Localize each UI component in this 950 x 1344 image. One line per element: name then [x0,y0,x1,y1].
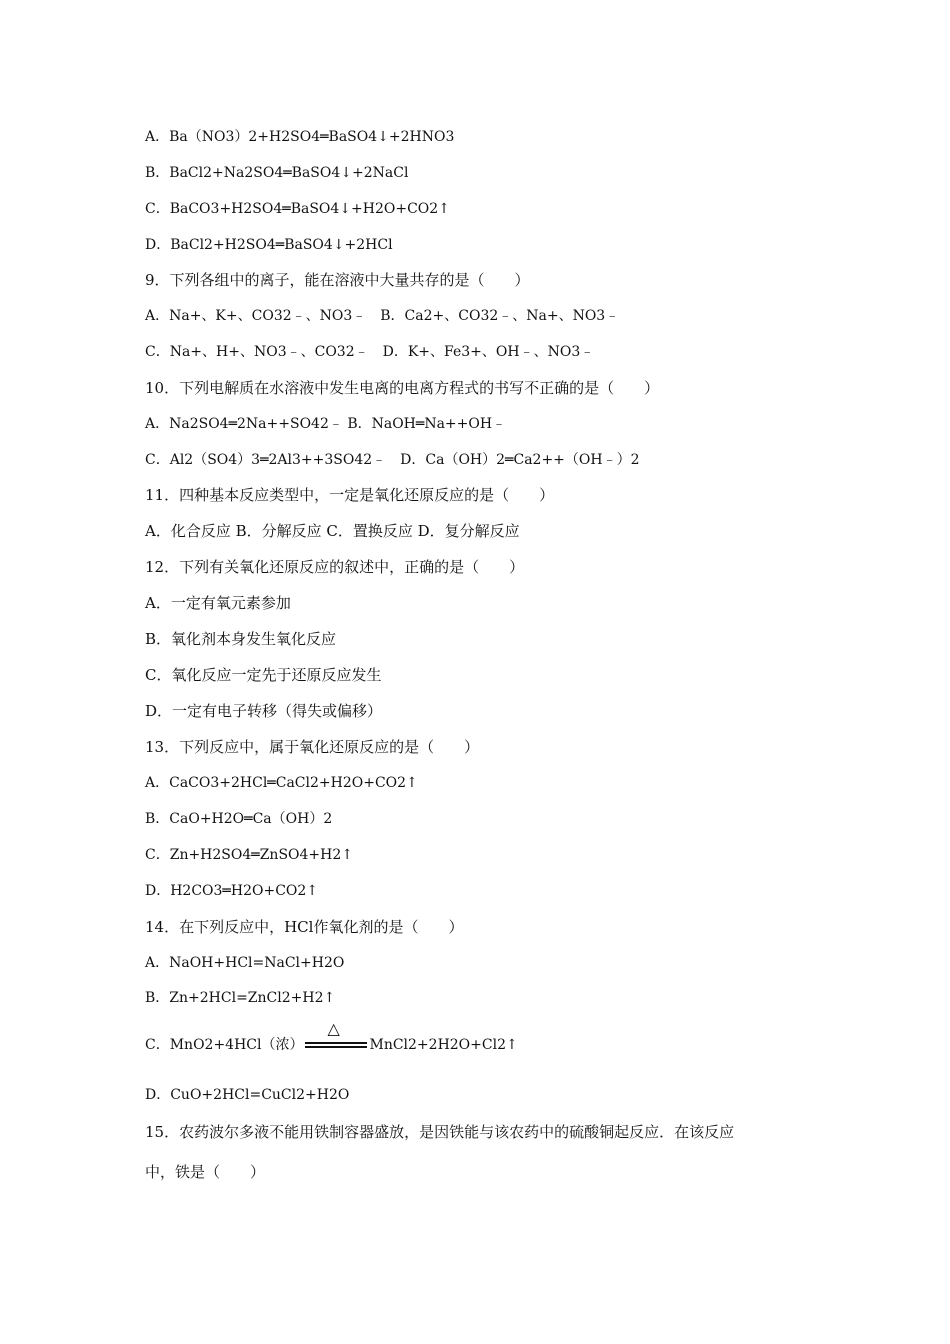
q12-option-c: C．氧化反应一定先于还原反应发生 [145,666,382,684]
q9-options-cd: C．Na+、H+、NO3﹣、CO32﹣ D．K+、Fe3+、OH﹣、NO3﹣ [145,344,595,360]
q15-stem-line1: 15．农药波尔多液不能用铁制容器盛放，是因铁能与该农药中的硫酸铜起反应．在该反应 [145,1123,735,1141]
q14-option-d: D．CuO+2HCl=CuCl2+H2O [145,1087,350,1103]
double-bar-bottom [305,1046,367,1048]
q10-options-cd: C．Al2（SO4）3═2Al3++3SO42﹣ D．Ca（OH）2═Ca2++（OH﹣）2 [145,452,640,468]
q15-stem-line2: 中，铁是（ ） [145,1163,266,1181]
q10-stem: 10．下列电解质在水溶液中发生电离的电离方程式的书写不正确的是（ ） [145,379,660,397]
q8-option-c: C．BaCO3+H2SO4═BaSO4↓+H2O+CO2↑ [145,201,450,217]
q13-stem: 13．下列反应中，属于氧化还原反应的是（ ） [145,738,480,756]
q8-option-d: D．BaCl2+H2SO4═BaSO4↓+2HCl [145,237,393,253]
q12-stem: 12．下列有关氧化还原反应的叙述中，正确的是（ ） [145,558,525,576]
q8-option-a: A．Ba（NO3）2+H2SO4═BaSO4↓+2HNO3 [145,129,455,145]
q13-option-c: C．Zn+H2SO4═ZnSO4+H2↑ [145,847,354,863]
q12-option-a: A．一定有氧元素参加 [145,594,291,612]
q13-option-b: B．CaO+H2O═Ca（OH）2 [145,811,333,827]
q10-options-ab: A．Na2SO4═2Na++SO42﹣ B．NaOH═Na++OH﹣ [145,416,507,432]
delta-symbol: △ [327,1019,340,1038]
q14-option-b: B．Zn+2HCl=ZnCl2+H2↑ [145,990,336,1006]
q12-option-b: B．氧化剂本身发生氧化反应 [145,630,337,648]
q14-option-a: A．NaOH+HCl=NaCl+H2O [145,955,345,971]
q9-options-ab: A．Na+、K+、CO32﹣、NO3﹣ B．Ca2+、CO32﹣、Na+、NO3﹣ [145,308,620,324]
q11-options: A．化合反应 B．分解反应 C．置换反应 D．复分解反应 [145,522,520,540]
heating-condition-sign [305,1019,367,1055]
q13-option-d: D．H2CO3═H2O+CO2↑ [145,883,319,899]
q14-option-c-left: C．MnO2+4HCl（浓） [145,1037,304,1053]
q12-option-d: D．一定有电子转移（得失或偏移） [145,702,383,720]
q14-option-c-right: MnCl2+2H2O+Cl2↑ [369,1037,518,1053]
double-bar-top [305,1042,367,1044]
q11-stem: 11．四种基本反应类型中，一定是氧化还原反应的是（ ） [145,486,555,504]
q14-stem: 14．在下列反应中，HCl作氧化剂的是（ ） [145,918,464,936]
q14-option-c [145,1019,518,1055]
q8-option-b: B．BaCl2+Na2SO4═BaSO4↓+2NaCl [145,165,409,181]
q9-stem: 9．下列各组中的离子，能在溶液中大量共存的是（ ） [145,271,530,289]
q13-option-a: A．CaCO3+2HCl═CaCl2+H2O+CO2↑ [145,775,418,791]
